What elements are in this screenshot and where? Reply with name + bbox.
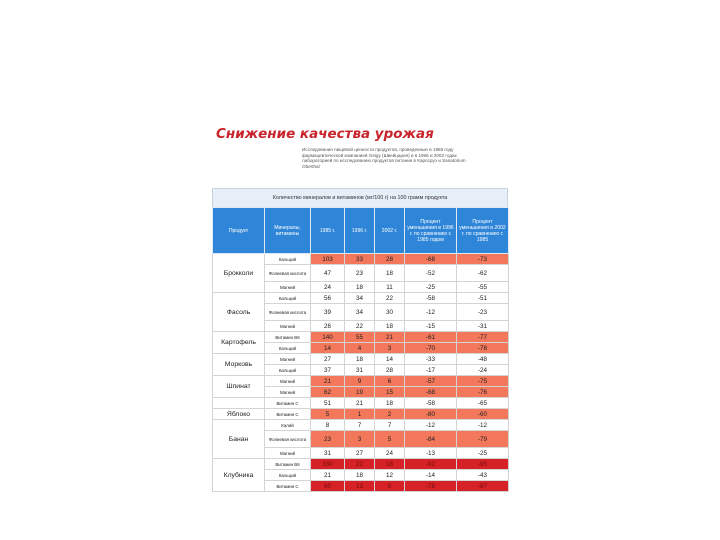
table-body	[213, 254, 509, 492]
product-cell: Шпинат	[213, 376, 265, 398]
value-1985: 39	[311, 304, 345, 321]
value-2002: 6	[375, 376, 405, 387]
value-1985: 8	[311, 420, 345, 431]
value-2002: 24	[375, 448, 405, 459]
value-2002: 14	[375, 354, 405, 365]
value-1985: 56	[311, 293, 345, 304]
value-2002: 22	[375, 293, 405, 304]
value-1985: 21	[311, 470, 345, 481]
value-1985: 21	[311, 376, 345, 387]
product-cell: Фасоль	[213, 293, 265, 332]
pct-2002: -78	[457, 343, 509, 354]
header-pct-1996: Процент уменьшения в 1996 г. по сравнению с 1985 годом	[405, 208, 457, 254]
kind-cell: Магний	[265, 354, 311, 365]
header-1985: 1985 г.	[311, 208, 345, 254]
table-row	[213, 409, 509, 420]
value-1996: 34	[345, 304, 375, 321]
pct-1996: -68	[405, 387, 457, 398]
pct-2002: -31	[457, 321, 509, 332]
product-cell: Клубника	[213, 459, 265, 492]
pct-2002: -95	[457, 459, 509, 470]
value-1985: 24	[311, 282, 345, 293]
kind-cell: Витамин C	[265, 481, 311, 492]
value-1985: 60	[311, 481, 345, 492]
value-1985: 31	[311, 448, 345, 459]
value-2002: 2	[375, 409, 405, 420]
value-2002: 28	[375, 254, 405, 265]
pct-2002: -24	[457, 365, 509, 376]
kind-cell: Витамин C	[265, 398, 311, 409]
pct-2002: -23	[457, 304, 509, 321]
pct-2002: -75	[457, 376, 509, 387]
kind-cell: Магний	[265, 448, 311, 459]
pct-2002: -62	[457, 265, 509, 282]
value-1996: 3	[345, 431, 375, 448]
value-1996: 34	[345, 293, 375, 304]
value-1996: 23	[345, 265, 375, 282]
pct-2002: -55	[457, 282, 509, 293]
value-1985: 5	[311, 409, 345, 420]
product-cell: Картофель	[213, 332, 265, 354]
value-2002: 30	[375, 304, 405, 321]
page-title: Снижение качества урожая	[216, 126, 434, 142]
table-row	[213, 332, 509, 343]
intro-text: Исследования пищевой ценности продуктов, проведенные в 1985 году фармацевтической компанией Geigy (Швейцария) и в 1996 и 2002 годах лабораторией по исследованию продуктов питания в Карлсруэ и Sanatorium Oberthal	[302, 147, 466, 169]
value-2002: 8	[375, 481, 405, 492]
value-2002: 18	[375, 459, 405, 470]
pct-1996: -15	[405, 321, 457, 332]
product-cell: Брокколи	[213, 254, 265, 293]
value-2002: 3	[375, 343, 405, 354]
table-caption: Количество минералов и витаминов (мг/100 г) на 100 грамм продукта	[212, 188, 508, 207]
kind-cell: Фолиевая кислота	[265, 431, 311, 448]
header-pct-2002: Процент уменьшения в 2002 г. по сравнению с 1985	[457, 208, 509, 254]
value-2002: 28	[375, 365, 405, 376]
pct-2002: -77	[457, 332, 509, 343]
scanned-page	[212, 126, 510, 490]
pct-1996: -13	[405, 448, 457, 459]
kind-cell: Кальций	[265, 254, 311, 265]
value-1996: 21	[345, 398, 375, 409]
value-1985: 37	[311, 365, 345, 376]
kind-cell: Магний	[265, 282, 311, 293]
value-1985: 26	[311, 321, 345, 332]
header-product: Продукт	[213, 208, 265, 254]
value-1996: 27	[345, 448, 375, 459]
value-2002: 7	[375, 420, 405, 431]
table-row	[213, 398, 509, 409]
pct-1996: -17	[405, 365, 457, 376]
value-1996: 31	[345, 365, 375, 376]
value-1985: 23	[311, 431, 345, 448]
kind-cell: Фолиевая кислота	[265, 265, 311, 282]
pct-1996: -12	[405, 420, 457, 431]
value-1985: 14	[311, 343, 345, 354]
value-2002: 21	[375, 332, 405, 343]
pct-1996: -33	[405, 354, 457, 365]
pct-1996: -52	[405, 265, 457, 282]
value-2002: 5	[375, 431, 405, 448]
value-2002: 11	[375, 282, 405, 293]
value-1985: 62	[311, 387, 345, 398]
value-1996: 9	[345, 376, 375, 387]
product-cell: Банан	[213, 420, 265, 459]
product-cell	[213, 398, 265, 409]
value-1996: 4	[345, 343, 375, 354]
pct-1996: -70	[405, 343, 457, 354]
header-1996: 1996 г.	[345, 208, 375, 254]
value-1985: 140	[311, 332, 345, 343]
header-kind: Минералы, витамины	[265, 208, 311, 254]
value-1996: 18	[345, 354, 375, 365]
product-cell: Яблоко	[213, 409, 265, 420]
kind-cell: Магний	[265, 376, 311, 387]
value-2002: 18	[375, 398, 405, 409]
kind-cell: Калий	[265, 420, 311, 431]
pct-2002: -73	[457, 254, 509, 265]
value-1996: 55	[345, 332, 375, 343]
value-1996: 1	[345, 409, 375, 420]
pct-1996: -92	[405, 459, 457, 470]
kind-cell: Кальций	[265, 365, 311, 376]
kind-cell: Магний	[265, 387, 311, 398]
kind-cell: Кальций	[265, 293, 311, 304]
pct-1996: -78	[405, 481, 457, 492]
pct-1996: -58	[405, 293, 457, 304]
kind-cell: Витамин C	[265, 409, 311, 420]
kind-cell: Витамин B6	[265, 332, 311, 343]
pct-2002: -65	[457, 398, 509, 409]
table-row	[213, 376, 509, 387]
pct-1996: -14	[405, 470, 457, 481]
product-cell: Морковь	[213, 354, 265, 376]
value-2002: 18	[375, 265, 405, 282]
pct-2002: -51	[457, 293, 509, 304]
table-row	[213, 459, 509, 470]
pct-1996: -68	[405, 254, 457, 265]
value-1996: 33	[345, 254, 375, 265]
value-2002: 12	[375, 470, 405, 481]
kind-cell: Фолиевая кислота	[265, 304, 311, 321]
pct-1996: -12	[405, 304, 457, 321]
value-1985: 330	[311, 459, 345, 470]
table-row	[213, 254, 509, 265]
table-row	[213, 420, 509, 431]
value-1996: 18	[345, 470, 375, 481]
pct-1996: -61	[405, 332, 457, 343]
kind-cell: Кальций	[265, 470, 311, 481]
value-1996: 22	[345, 459, 375, 470]
table-row	[213, 354, 509, 365]
value-2002: 18	[375, 321, 405, 332]
pct-2002: -43	[457, 470, 509, 481]
pct-2002: -25	[457, 448, 509, 459]
header-2002: 2002 г.	[375, 208, 405, 254]
pct-2002: -76	[457, 387, 509, 398]
pct-1996: -25	[405, 282, 457, 293]
value-1996: 18	[345, 282, 375, 293]
kind-cell: Магний	[265, 321, 311, 332]
pct-2002: -79	[457, 431, 509, 448]
value-1985: 47	[311, 265, 345, 282]
pct-1996: -58	[405, 398, 457, 409]
value-1996: 19	[345, 387, 375, 398]
value-1985: 51	[311, 398, 345, 409]
kind-cell: Кальций	[265, 343, 311, 354]
value-1996: 22	[345, 321, 375, 332]
nutrient-table	[212, 188, 508, 492]
pct-2002: -60	[457, 409, 509, 420]
header-row	[213, 208, 509, 254]
value-1985: 103	[311, 254, 345, 265]
value-2002: 15	[375, 387, 405, 398]
pct-2002: -12	[457, 420, 509, 431]
table-row	[213, 293, 509, 304]
pct-1996: -84	[405, 431, 457, 448]
pct-2002: -87	[457, 481, 509, 492]
value-1985: 27	[311, 354, 345, 365]
value-1996: 13	[345, 481, 375, 492]
pct-2002: -48	[457, 354, 509, 365]
pct-1996: -80	[405, 409, 457, 420]
kind-cell: Витамин B6	[265, 459, 311, 470]
value-1996: 7	[345, 420, 375, 431]
pct-1996: -57	[405, 376, 457, 387]
